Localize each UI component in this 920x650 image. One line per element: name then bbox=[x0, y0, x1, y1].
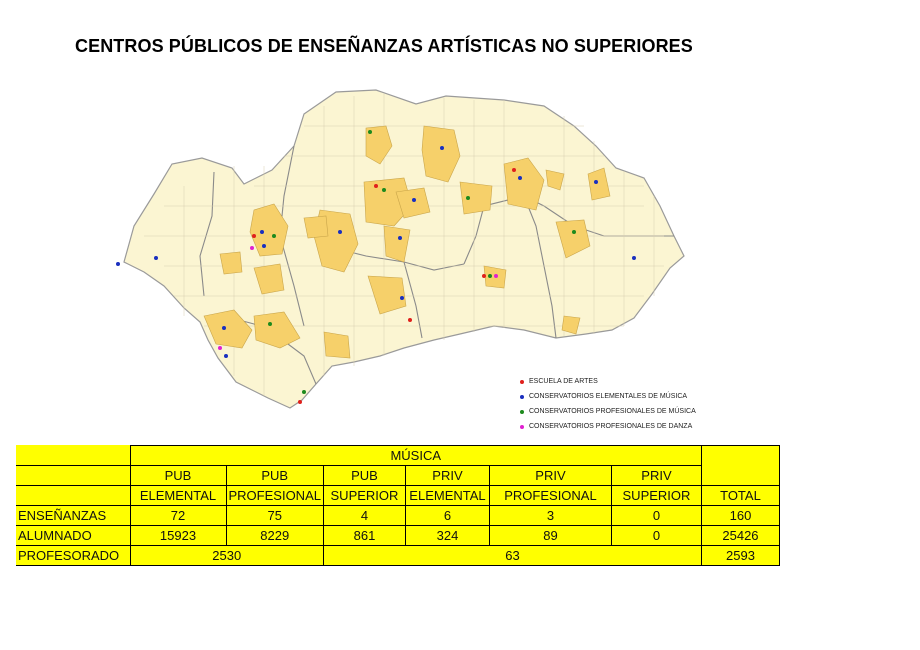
table-cell: 15923 bbox=[130, 526, 226, 546]
row-label-profesorado: PROFESORADO bbox=[16, 546, 130, 566]
table-cell-total: 2593 bbox=[701, 546, 779, 566]
map-legend bbox=[520, 374, 696, 434]
table-row-top-headers bbox=[16, 466, 779, 486]
table-cell: 0 bbox=[611, 526, 701, 546]
legend-item-escuela-artes: ESCUELA DE ARTES bbox=[520, 374, 696, 389]
magenta-dot-icon bbox=[520, 425, 524, 429]
legend-item-elementales-musica: CONSERVATORIOS ELEMENTALES DE MÚSICA bbox=[520, 389, 696, 404]
table-cell: 75 bbox=[226, 506, 323, 526]
table-cell: 72 bbox=[130, 506, 226, 526]
table-cell: 0 bbox=[611, 506, 701, 526]
blue-dot-icon bbox=[520, 395, 524, 399]
table-cell: 324 bbox=[405, 526, 489, 546]
row-label-alumnado: ALUMNADO bbox=[16, 526, 130, 546]
stats-table bbox=[16, 445, 780, 566]
col-header-top: PUB bbox=[130, 466, 226, 486]
table-cell: 4 bbox=[323, 506, 405, 526]
group-header-musica: MÚSICA bbox=[130, 446, 701, 466]
table-row-sub-headers bbox=[16, 486, 779, 506]
table-row-group bbox=[16, 446, 779, 466]
andalusia-map bbox=[104, 86, 704, 416]
table-cell: 3 bbox=[489, 506, 611, 526]
table-cell-priv: 63 bbox=[323, 546, 701, 566]
col-header-top: PRIV bbox=[611, 466, 701, 486]
legend-item-profesionales-musica: CONSERVATORIOS PROFESIONALES DE MÚSICA bbox=[520, 404, 696, 419]
col-header-sub: ELEMENTAL bbox=[130, 486, 226, 506]
page-title: CENTROS PÚBLICOS DE ENSEÑANZAS ARTÍSTICAS NO SUPERIORES bbox=[75, 36, 693, 56]
table-cell: 6 bbox=[405, 506, 489, 526]
table-cell-total: 25426 bbox=[701, 526, 779, 546]
col-header-top: PRIV bbox=[405, 466, 489, 486]
table-cell: 8229 bbox=[226, 526, 323, 546]
col-header-top: PUB bbox=[323, 466, 405, 486]
col-header-top: PRIV bbox=[489, 466, 611, 486]
green-dot-icon bbox=[520, 410, 524, 414]
table-row bbox=[16, 546, 779, 566]
col-header-sub: PROFESIONAL bbox=[226, 486, 323, 506]
table-cell-total: 160 bbox=[701, 506, 779, 526]
col-header-sub: PROFESIONAL bbox=[489, 486, 611, 506]
red-dot-icon bbox=[520, 380, 524, 384]
col-header-total: TOTAL bbox=[701, 486, 779, 506]
table-cell-pub: 2530 bbox=[130, 546, 323, 566]
table-cell: 861 bbox=[323, 526, 405, 546]
table-row bbox=[16, 526, 779, 546]
row-label-ensenanzas: ENSEÑANZAS bbox=[16, 506, 130, 526]
table-row bbox=[16, 506, 779, 526]
col-header-sub: ELEMENTAL bbox=[405, 486, 489, 506]
col-header-sub: SUPERIOR bbox=[323, 486, 405, 506]
legend-item-profesionales-danza: CONSERVATORIOS PROFESIONALES DE DANZA bbox=[520, 419, 696, 434]
table-cell: 89 bbox=[489, 526, 611, 546]
col-header-sub: SUPERIOR bbox=[611, 486, 701, 506]
col-header-top: PUB bbox=[226, 466, 323, 486]
